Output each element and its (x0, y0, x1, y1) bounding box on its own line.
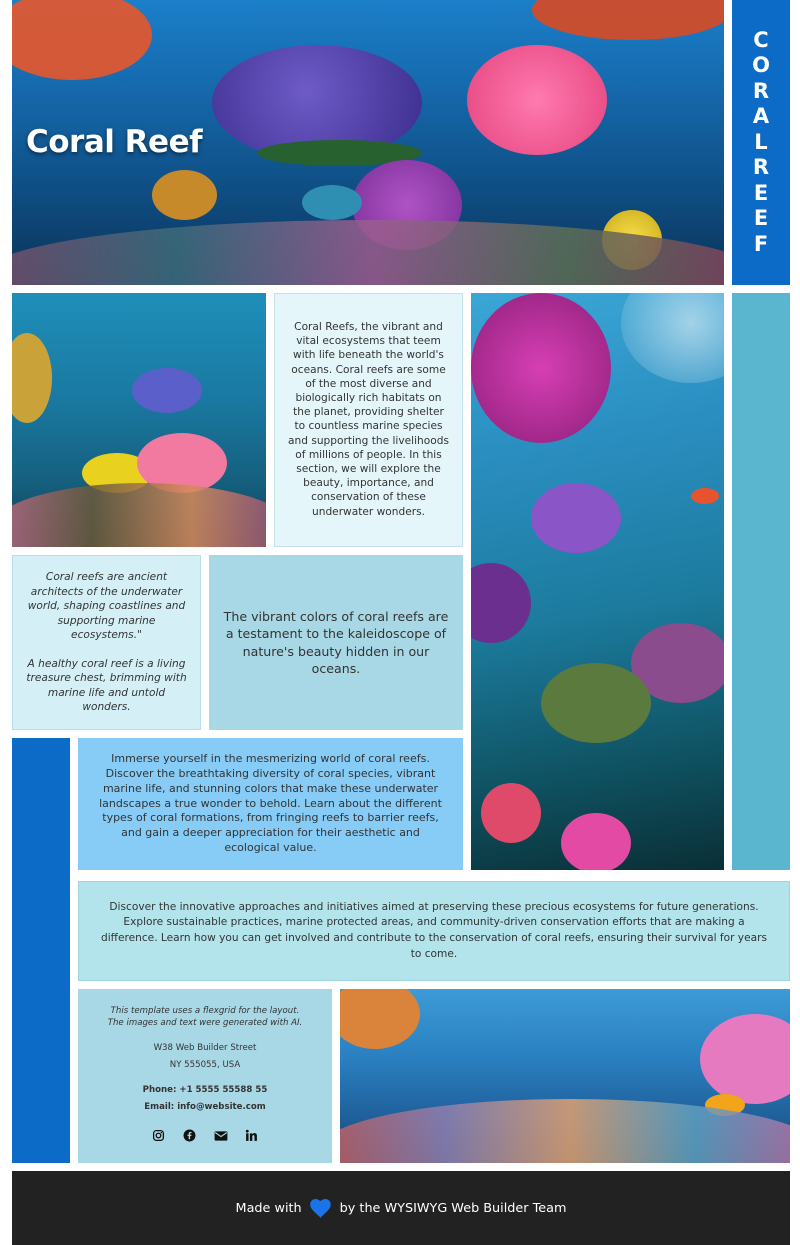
email-text[interactable]: Email: info@website.com (144, 1102, 266, 1112)
quote-second: A healthy coral reef is a living treasure chest, brimming with marine life and untold wonders. (26, 657, 187, 713)
template-note-line: The images and text were generated with AI. (107, 1018, 303, 1028)
vertical-letter: E (753, 206, 769, 231)
vertical-letter: L (754, 129, 768, 154)
reef-floor (12, 483, 266, 547)
address-line: W38 Web Builder Street (153, 1043, 257, 1053)
contact-details (78, 1082, 332, 1116)
quote-first: Coral reefs are ancient architects of the underwater world, shaping coastlines and supporting marine ecosystems." (27, 571, 186, 641)
hero-image (12, 0, 724, 285)
facebook-icon[interactable] (182, 1128, 197, 1143)
vertical-letter: O (752, 53, 770, 78)
decorative-bar-right (732, 293, 790, 870)
reef-floor (340, 1099, 790, 1163)
social-links (78, 1128, 332, 1143)
discover-text-box (78, 881, 790, 981)
heart-icon (310, 1199, 332, 1218)
address-line: NY 555055, USA (169, 1059, 241, 1070)
immerse-text: Immerse yourself in the mesmerizing world of coral reefs. Discover the breathtaking diversity of coral species, vibrant marine life, and stunning colors that make these underwater landscapes a true wonder to behold. Learn about the different types of coral formations, from fringing reefs to barrier reefs, and gain a deeper appreciation for their aesthetic and ecological value. (99, 752, 442, 854)
reef-image-tall (471, 293, 724, 870)
magenta-coral (471, 293, 611, 443)
intro-text: Coral Reefs, the vibrant and vital ecosystems that teem with life beneath the world's oceans. Coral reefs are some of the most diverse and biologically rich habitats on the planet, providing shelter to countless marine species and supporting the livelihoods of millions of people. In this section, we will explore the beauty, importance, and conservation of these underwater wonders. (288, 321, 449, 518)
discover-text: Discover the innovative approaches and initiatives aimed at preserving these precious ecosystems for future generations. Explore sustainable practices, marine protected areas, and community-driven conservation efforts that are making a difference. Learn how you can get involved and contribute to the conservation of coral reefs, ensuring their survival for years to come. (101, 900, 767, 960)
vertical-letter: C (753, 27, 769, 52)
vibrant-text-box (209, 555, 463, 730)
vertical-letter: F (753, 231, 769, 256)
light-ray (621, 293, 724, 383)
pink-coral (467, 45, 607, 155)
pink-sponge (561, 813, 631, 870)
green-coral (541, 663, 651, 743)
purple-coral (531, 483, 621, 553)
contact-info-box (78, 989, 332, 1163)
instagram-icon[interactable] (151, 1128, 166, 1143)
vertical-letter: A (752, 104, 770, 129)
vertical-title (732, 0, 790, 285)
pink-coral (700, 1014, 790, 1104)
vibrant-text: The vibrant colors of coral reefs are a testament to the kaleidoscope of nature's beauty hidden in our oceans. (223, 608, 449, 676)
quote-box (12, 555, 201, 730)
vertical-letter: R (752, 78, 770, 103)
template-note (78, 1005, 332, 1029)
decorative-bar-left (12, 738, 70, 1163)
immerse-text-box (78, 738, 463, 870)
email-icon[interactable] (213, 1128, 228, 1143)
orange-coral (340, 989, 420, 1049)
reef-image-left (12, 293, 266, 547)
footer-made-with: Made with (235, 1200, 302, 1216)
coral-yellow (12, 333, 52, 423)
phone-text: Phone: +1 5555 55588 55 (142, 1085, 268, 1095)
template-note-line: This template uses a flexgrid for the layout. (110, 1006, 300, 1016)
address (78, 1040, 332, 1073)
vertical-letter: E (753, 180, 769, 205)
reef-image-bottom (340, 989, 790, 1163)
purple-fish (132, 368, 202, 413)
coral-orange (12, 0, 152, 80)
intro-text-box (274, 293, 463, 547)
linkedin-icon[interactable] (244, 1128, 259, 1143)
red-fish (691, 488, 719, 504)
blue-fish (302, 185, 362, 220)
hero-title: Coral Reef (26, 124, 203, 160)
violet-coral (471, 563, 531, 643)
coral-top-right (532, 0, 724, 40)
yellow-fish (152, 170, 217, 220)
footer-by-text: by the WYSIWYG Web Builder Team (339, 1200, 567, 1216)
red-sponge (481, 783, 541, 843)
footer (12, 1171, 790, 1245)
vertical-letter: R (752, 155, 770, 180)
